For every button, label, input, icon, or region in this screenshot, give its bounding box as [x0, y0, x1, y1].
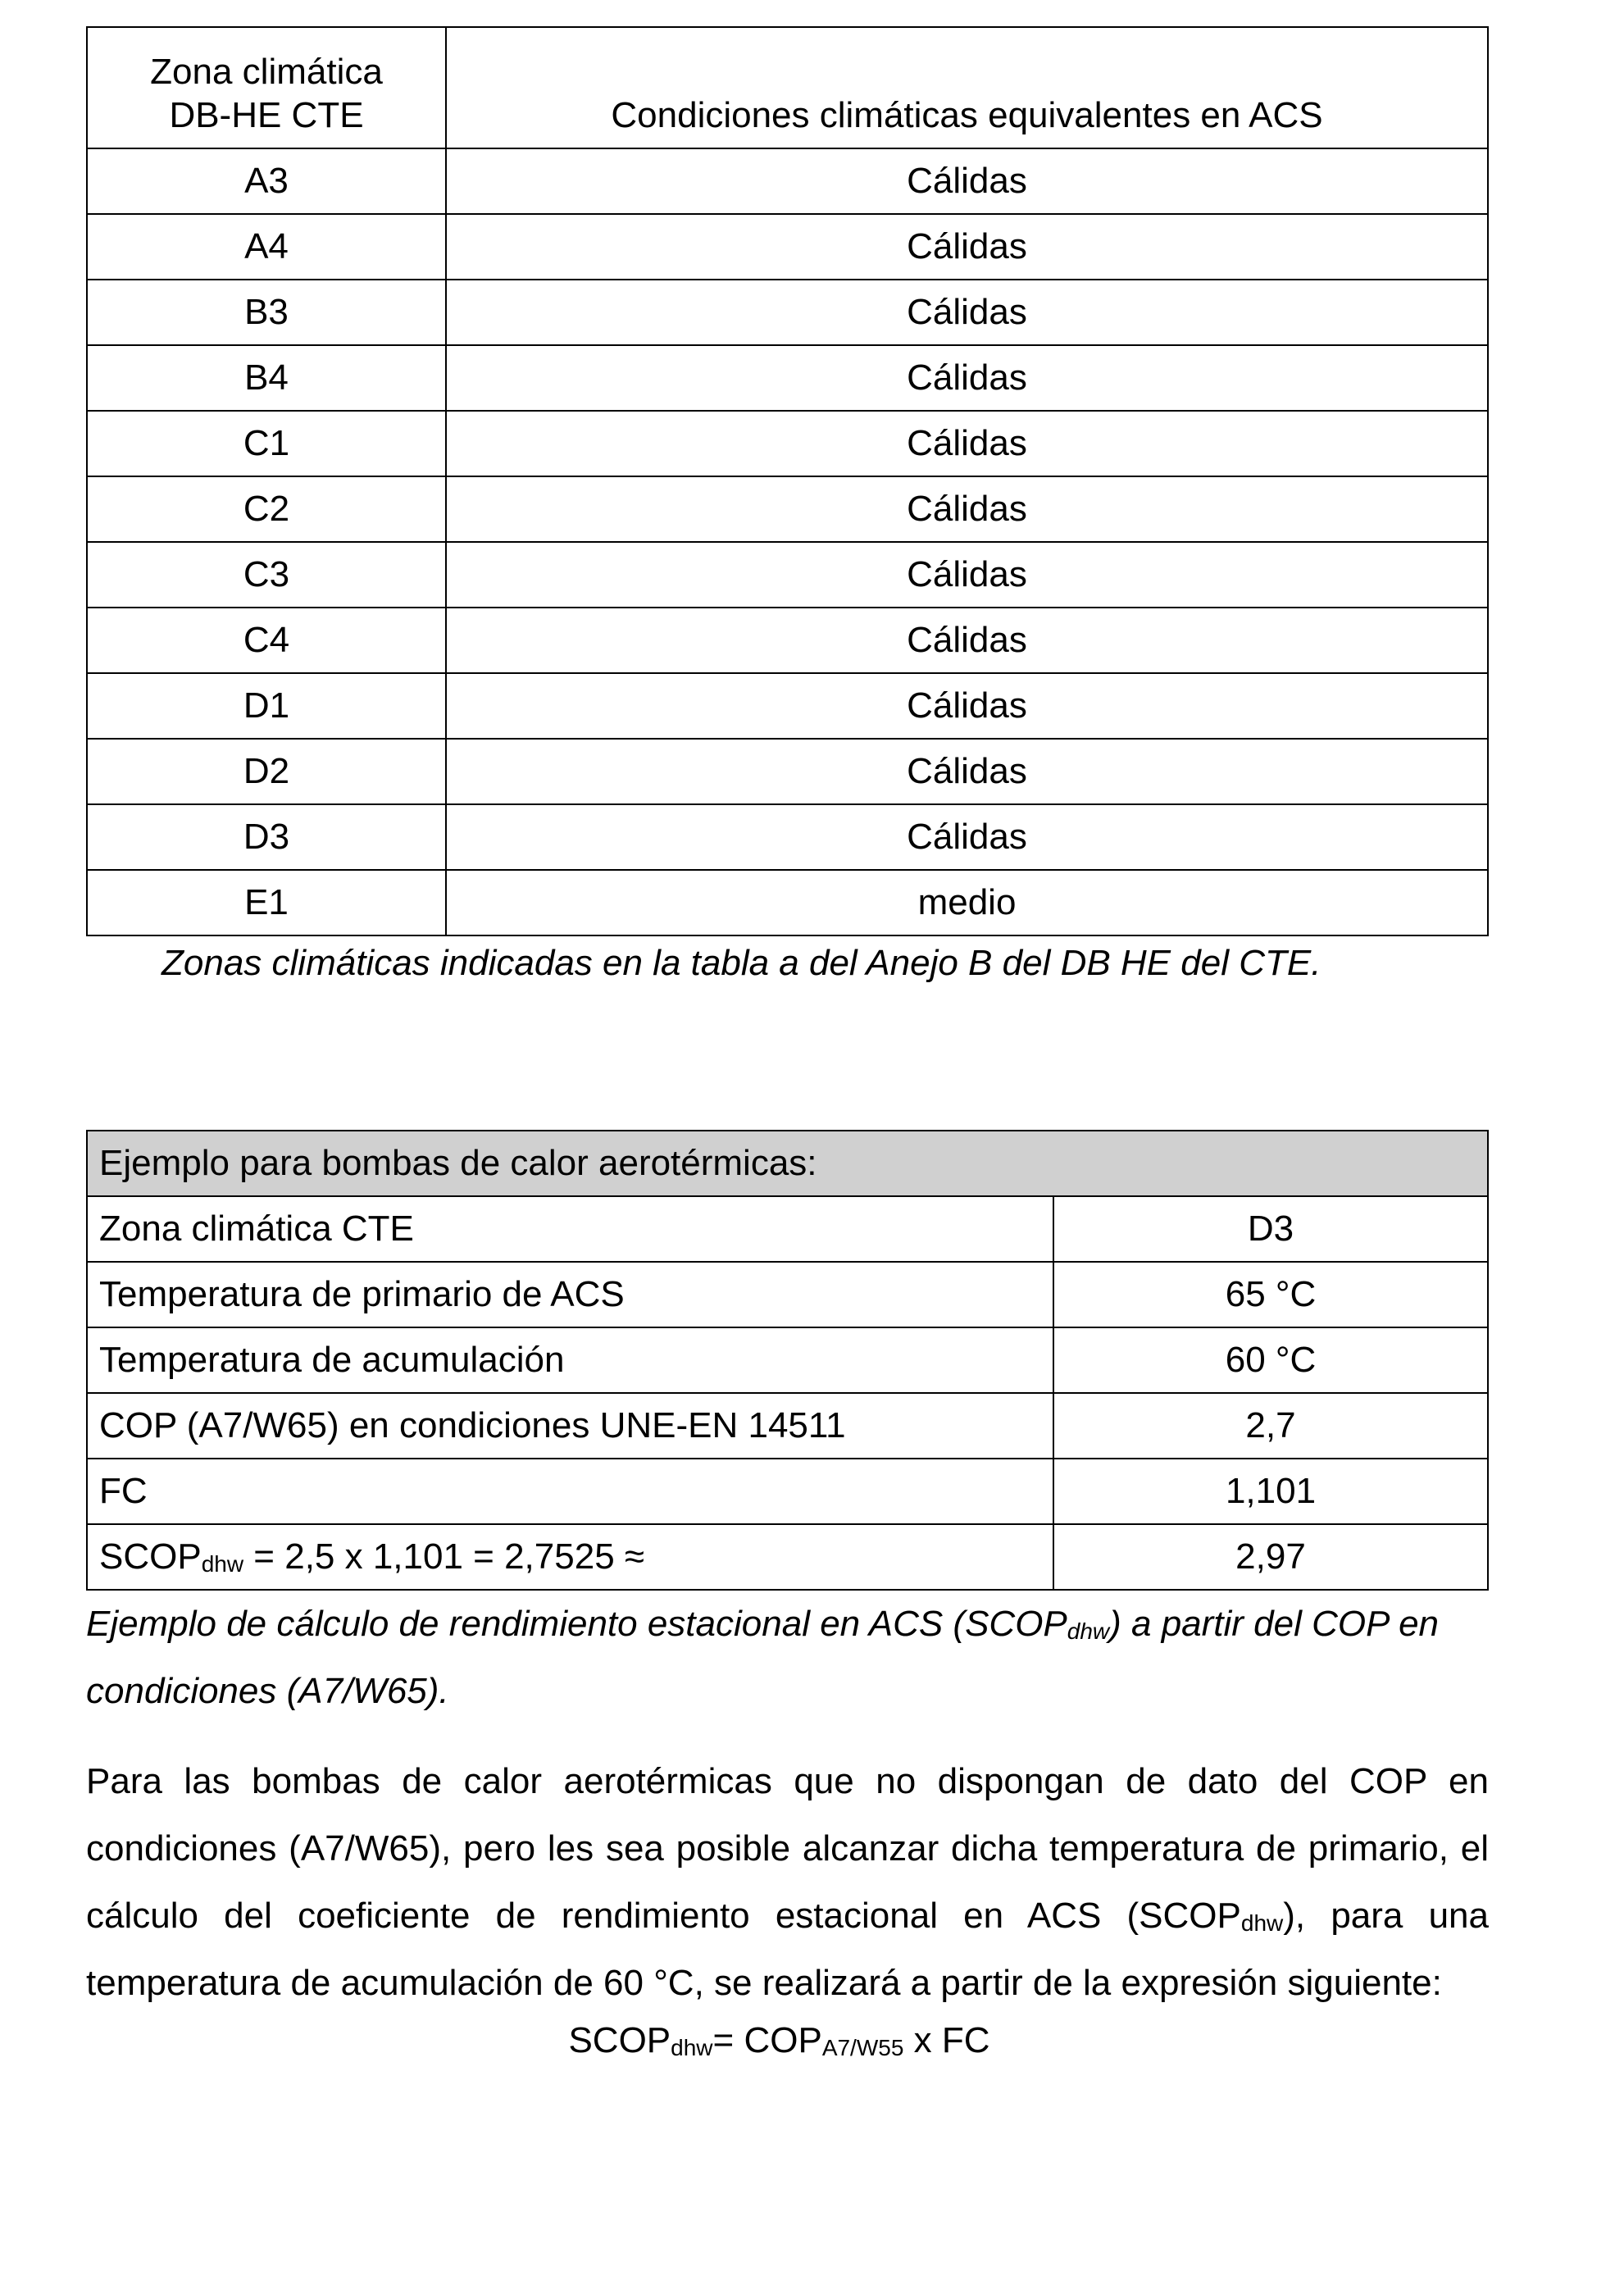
zone-cell: C3	[87, 542, 446, 608]
condition-cell: Cálidas	[446, 542, 1488, 608]
table-row	[87, 1459, 1488, 1524]
example-value-cell: 2,7	[1053, 1393, 1488, 1459]
example-table-body	[87, 1196, 1488, 1524]
zone-table-header	[87, 27, 1488, 148]
table-row	[87, 542, 1488, 608]
condition-cell: Cálidas	[446, 739, 1488, 804]
paragraph-part1: Para las bombas de calor aerotérmicas que no dispongan de dato del COP en condiciones (A7/W65), pero les sea posible alcanzar dicha temperatura de primario, el cálculo del coeficiente de rendimiento estacional en ACS (SCOP	[86, 1761, 1489, 1936]
table-row	[87, 345, 1488, 411]
table-row	[87, 476, 1488, 542]
table-row	[87, 608, 1488, 673]
condition-cell: Cálidas	[446, 148, 1488, 214]
table-row	[87, 870, 1488, 935]
example-value-cell: D3	[1053, 1196, 1488, 1262]
document-page	[86, 26, 1489, 2061]
zone-cell: E1	[87, 870, 446, 935]
example-label-cell: FC	[87, 1459, 1053, 1524]
example-table-title: Ejemplo para bombas de calor aerotérmicas:	[87, 1131, 1488, 1196]
scop-calc-value: 2,97	[1053, 1524, 1488, 1590]
zone-cell: C2	[87, 476, 446, 542]
condition-cell: Cálidas	[446, 214, 1488, 280]
condition-cell: Cálidas	[446, 804, 1488, 870]
condition-cell: Cálidas	[446, 345, 1488, 411]
formula-lhs-sub: dhw	[671, 2035, 713, 2060]
zone-cell: A4	[87, 214, 446, 280]
condition-cell: Cálidas	[446, 476, 1488, 542]
table-row	[87, 1327, 1488, 1393]
body-paragraph	[86, 1748, 1489, 2017]
scop-label-sub: dhw	[201, 1550, 244, 1577]
example-table-title-row	[87, 1131, 1488, 1196]
zone-cell: A3	[87, 148, 446, 214]
example-value-cell: 60 °C	[1053, 1327, 1488, 1393]
scop-formula	[86, 2020, 1489, 2061]
condition-header-cell: Condiciones climáticas equivalentes en ACS	[446, 27, 1488, 148]
scop-label-rest: = 2,5 x 1,101 = 2,7525 ≈	[243, 1536, 645, 1577]
formula-rhs-sub: A7/W55	[821, 2035, 904, 2060]
example-label-cell: Temperatura de acumulación	[87, 1327, 1053, 1393]
zone-cell: C1	[87, 411, 446, 476]
example-value-cell: 1,101	[1053, 1459, 1488, 1524]
zone-cell: D3	[87, 804, 446, 870]
example-table-last-row	[87, 1524, 1488, 1590]
caption-part1: Ejemplo de cálculo de rendimiento estacional en ACS (SCOP	[86, 1604, 1067, 1644]
zone-table-caption: Zonas climáticas indicadas en la tabla a del Anejo B del DB HE del CTE.	[161, 943, 1321, 983]
table-row	[87, 280, 1488, 345]
zone-header-line1: Zona climática	[150, 52, 383, 93]
zone-cell: B3	[87, 280, 446, 345]
climate-zone-table	[86, 26, 1489, 936]
example-table	[86, 1130, 1489, 1591]
paragraph-part2: ), para una temperatura de acumulación de 60 °C, se realizará a partir de la expresión siguiente:	[86, 1896, 1489, 2003]
condition-cell: Cálidas	[446, 411, 1488, 476]
table-row	[87, 214, 1488, 280]
table-row	[87, 148, 1488, 214]
condition-cell: Cálidas	[446, 673, 1488, 739]
caption-sub: dhw	[1067, 1618, 1110, 1644]
example-table-caption	[86, 1591, 1489, 1725]
zone-table-body	[87, 148, 1488, 935]
formula-rest: x FC	[903, 2020, 990, 2060]
caption-part2: ) a partir del COP en condiciones (A7/W65).	[86, 1604, 1440, 1711]
condition-cell: Cálidas	[446, 280, 1488, 345]
table-row	[87, 1196, 1488, 1262]
table-row	[87, 739, 1488, 804]
table-row	[87, 411, 1488, 476]
table-row	[87, 1393, 1488, 1459]
zone-cell: B4	[87, 345, 446, 411]
example-label-cell: Zona climática CTE	[87, 1196, 1053, 1262]
formula-eq: = COP	[712, 2020, 822, 2060]
condition-cell: medio	[446, 870, 1488, 935]
table-row	[87, 804, 1488, 870]
table-row	[87, 673, 1488, 739]
condition-cell: Cálidas	[446, 608, 1488, 673]
zone-header-line2: DB-HE CTE	[169, 95, 364, 136]
zone-cell: D2	[87, 739, 446, 804]
example-value-cell: 65 °C	[1053, 1262, 1488, 1327]
example-label-cell: COP (A7/W65) en condiciones UNE-EN 14511	[87, 1393, 1053, 1459]
formula-lhs: SCOP	[568, 2020, 671, 2060]
zone-header-cell	[87, 27, 446, 148]
scop-calc-label	[87, 1524, 1053, 1590]
zone-cell: D1	[87, 673, 446, 739]
scop-label-main: SCOP	[99, 1536, 202, 1577]
example-label-cell: Temperatura de primario de ACS	[87, 1262, 1053, 1327]
table-row	[87, 1262, 1488, 1327]
paragraph-sub: dhw	[1240, 1910, 1284, 1936]
zone-cell: C4	[87, 608, 446, 673]
